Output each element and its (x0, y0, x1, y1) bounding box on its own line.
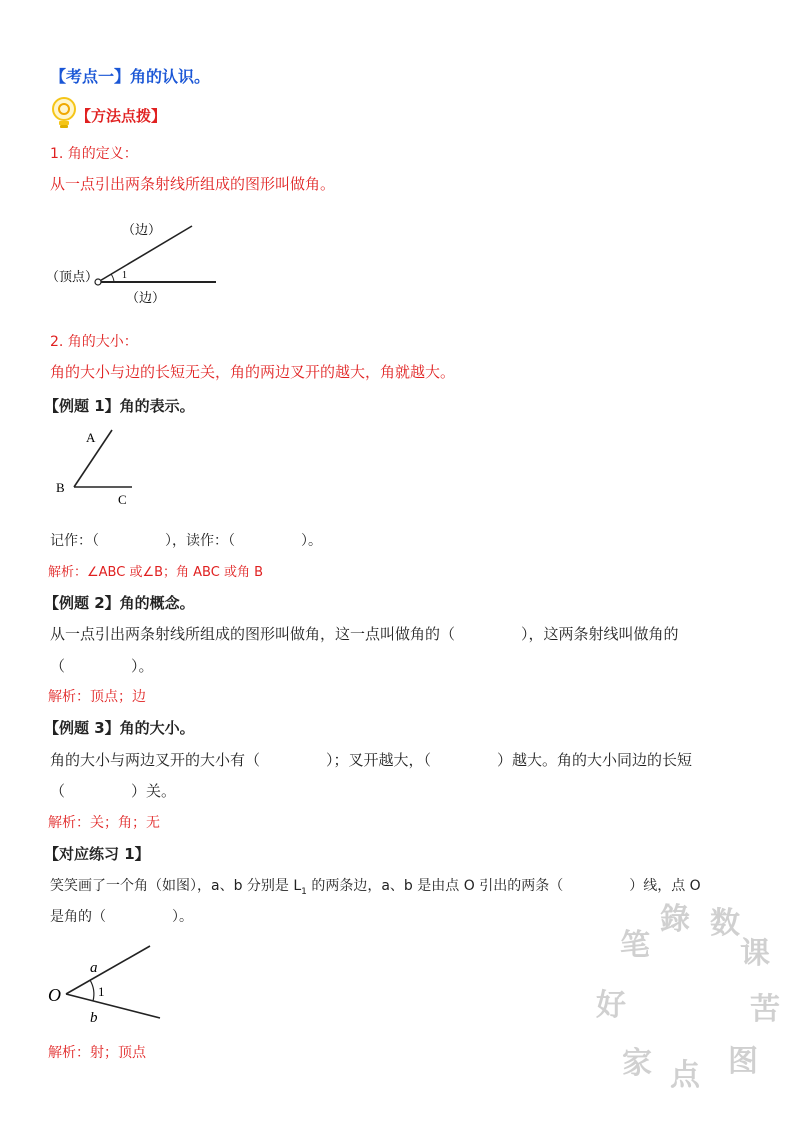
example3-answer: 解析：关；角；无 (48, 815, 160, 831)
size-heading: 2. 角的大小： (50, 334, 138, 350)
example3-question-line2: （ ）关。 (50, 782, 177, 800)
section-title: 【考点一】角的认识。 (50, 67, 211, 86)
angle-mark-label: 1 (122, 270, 127, 281)
practice1-question-line1: 笑笑画了一个角（如图），a、b 分别是 $L_1$ 的两条边，a、b 是由点 O 引出的两条（ ）线，点 O (50, 878, 701, 897)
example2-answer: 解析：顶点；边 (48, 689, 146, 705)
point-c-label: C (118, 492, 127, 506)
practice1-question-line2: 是角的（ ）。 (50, 909, 193, 925)
angle-definition-figure (40, 218, 240, 313)
definition-text: 从一点引出两条射线所组成的图形叫做角。 (50, 175, 336, 193)
example1-title: 【例题 1】角的表示。 (44, 397, 195, 415)
example2-question-line2: （ ）。 (50, 657, 154, 675)
practice1-answer: 解析：射；顶点 (48, 1045, 146, 1061)
method-label: 【方法点拨】 (76, 107, 167, 125)
example2-question-line1: 从一点引出两条射线所组成的图形叫做角，这一点叫做角的（ ），这两条射线叫做角的 (50, 625, 679, 643)
example2-title: 【例题 2】角的概念。 (44, 594, 195, 612)
example1-angle-figure (50, 426, 150, 506)
definition-heading: 1. 角的定义： (50, 146, 138, 162)
example1-answer: 解析：∠ABC 或∠B；角 ABC 或角 B (48, 565, 263, 580)
practice1-angle-figure (44, 940, 174, 1030)
point-b-label: B (56, 480, 65, 495)
example3-title: 【例题 3】角的大小。 (44, 719, 195, 737)
side-b-label: b (90, 1010, 98, 1026)
watermark-stamp: 錄 数 笔 课 好 苦 家 点 图 (596, 902, 780, 1093)
example3-question-line1: 角的大小与两边叉开的大小有（ ）；叉开越大，（ ）越大。角的大小同边的长短 (50, 751, 693, 769)
lightbulb-icon (50, 96, 78, 134)
side-top-label: （边） (122, 222, 162, 237)
practice1-title: 【对应练习 1】 (44, 845, 150, 863)
side-bottom-label: （边） (126, 290, 166, 305)
angle-1-label: 1 (98, 984, 105, 999)
point-a-label: A (86, 430, 96, 445)
size-text: 角的大小与边的长短无关，角的两边叉开的越大，角就越大。 (50, 363, 456, 381)
point-o-label: O (48, 985, 61, 1005)
vertex-label: （顶点） (46, 269, 99, 284)
example1-question: 记作：（ ），读作：（ ）。 (50, 533, 322, 549)
side-a-label: a (90, 960, 98, 976)
